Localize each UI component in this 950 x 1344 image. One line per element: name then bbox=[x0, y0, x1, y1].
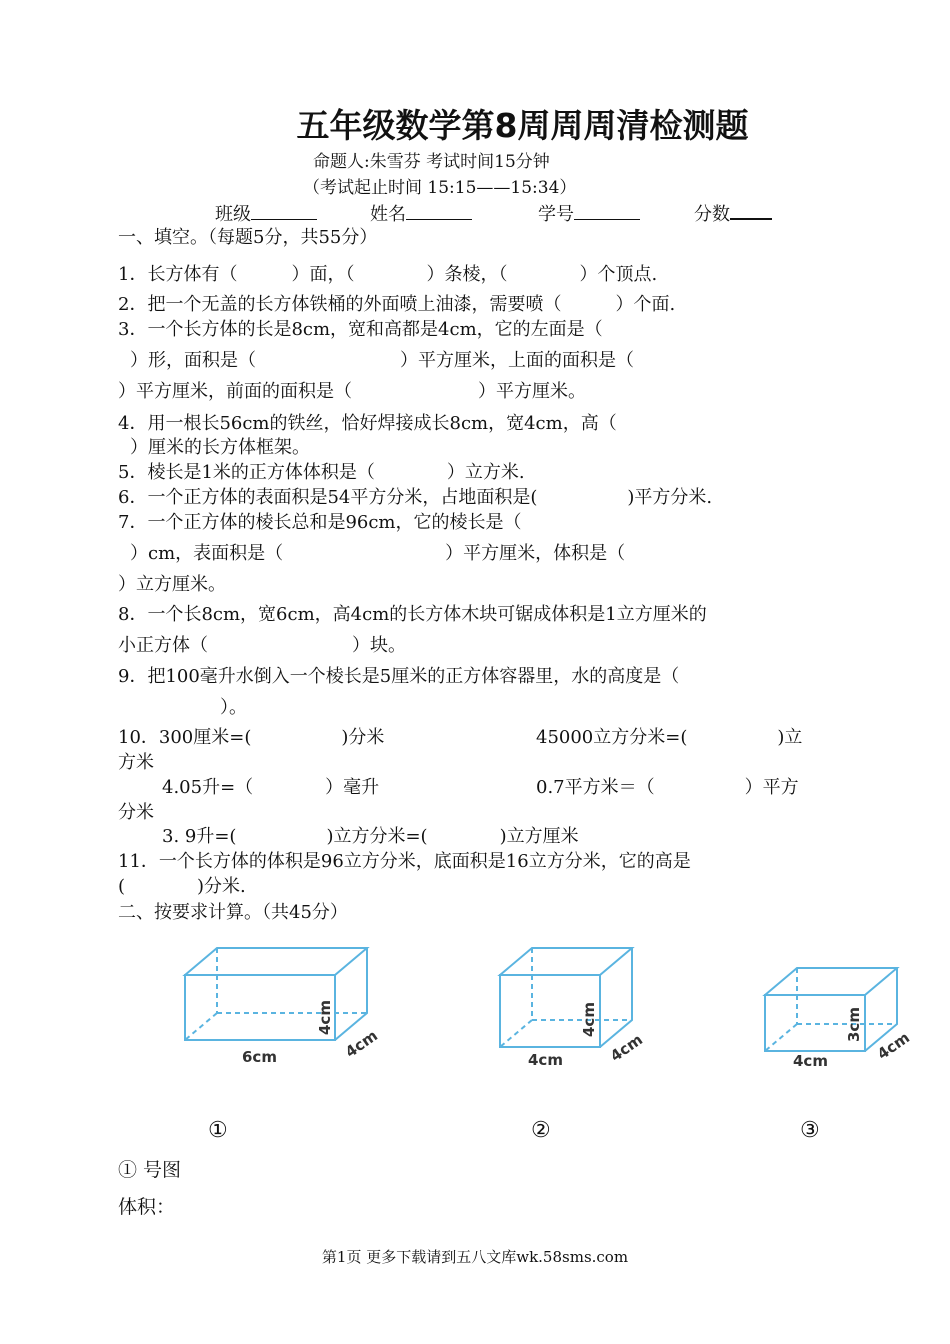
width-label: 4cm bbox=[341, 1026, 381, 1062]
q10-a: 10．300厘米=( )分米 bbox=[118, 727, 385, 748]
cuboid-figure-1 bbox=[180, 940, 390, 1075]
front-face bbox=[185, 975, 335, 1040]
length-label: 4cm bbox=[793, 1052, 828, 1070]
name-label: 姓名 bbox=[370, 204, 406, 225]
id-blank bbox=[574, 203, 640, 220]
figure-1-number: ① bbox=[208, 1118, 228, 1143]
info-name bbox=[370, 200, 472, 226]
q10-d-cont: 分米 bbox=[118, 802, 154, 823]
page-footer: 第1页 更多下载请到五八文库wk.58sms.com bbox=[321, 1248, 629, 1266]
q9-line1: 9．把100毫升水倒入一个棱长是5厘米的正方体容器里，水的高度是（ bbox=[118, 666, 680, 687]
cuboid-figure-3 bbox=[760, 960, 925, 1075]
answer-volume-label: 体积： bbox=[118, 1196, 176, 1218]
q4-line1: 4．用一根长56cm的铁丝，恰好焊接成长8cm，宽4cm，高（ bbox=[118, 413, 617, 434]
author-line: 命题人:朱雪芬 考试时间15分钟 bbox=[313, 152, 550, 172]
width-label: 4cm bbox=[606, 1030, 646, 1066]
q3-line1: 3．一个长方体的长是8cm，宽和高都是4cm，它的左面是（ bbox=[118, 319, 603, 340]
height-label: 3cm bbox=[845, 1007, 863, 1042]
q8-line2: 小正方体（ ）块。 bbox=[118, 635, 406, 656]
figure-2-number: ② bbox=[531, 1118, 551, 1143]
name-blank bbox=[406, 203, 472, 220]
section2-heading: 二、按要求计算。（共45分） bbox=[118, 902, 348, 923]
q7-line2: ）cm，表面积是（ ）平方厘米，体积是（ bbox=[130, 543, 626, 564]
time-range: （考试起止时间 15:15——15:34） bbox=[303, 178, 577, 198]
q5: 5．棱长是1米的正方体体积是（ ）立方米. bbox=[118, 462, 525, 483]
q7-line1: 7．一个正方体的棱长总和是96cm，它的棱长是（ bbox=[118, 512, 522, 533]
q4-line2: ）厘米的长方体框架。 bbox=[130, 437, 310, 458]
info-id bbox=[538, 200, 640, 226]
class-blank bbox=[251, 203, 317, 220]
q3-line3: ）平方厘米，前面的面积是（ ）平方厘米。 bbox=[118, 381, 586, 402]
hidden-edge bbox=[185, 1013, 217, 1040]
section1-heading: 一、填空。（每题5分，共55分） bbox=[118, 227, 378, 248]
cuboid-figure-2 bbox=[495, 940, 660, 1075]
width-label: 4cm bbox=[873, 1028, 913, 1064]
top-face bbox=[765, 968, 897, 995]
q8-line1: 8．一个长8cm，宽6cm，高4cm的长方体木块可锯成体积是1立方厘米的 bbox=[118, 604, 707, 625]
q7-line3: ）立方厘米。 bbox=[118, 574, 226, 595]
q11-line1: 11．一个长方体的体积是96立方分米，底面积是16立方分米，它的高是 bbox=[118, 851, 691, 872]
height-label: 4cm bbox=[580, 1002, 598, 1037]
top-face bbox=[185, 948, 367, 975]
id-label: 学号 bbox=[538, 204, 574, 225]
info-score bbox=[694, 200, 772, 226]
q10-b: 45000立方分米=( )立 bbox=[536, 727, 803, 748]
q10-d: 0.7平方米＝（ ）平方 bbox=[536, 777, 799, 798]
q3-line2: ）形，面积是（ ）平方厘米，上面的面积是（ bbox=[130, 350, 634, 371]
q6: 6．一个正方体的表面积是54平方分米，占地面积是( )平方分米. bbox=[118, 487, 713, 508]
q10-c: 4.05升=（ ）毫升 bbox=[162, 777, 380, 798]
q10-b-cont: 方米 bbox=[118, 752, 154, 773]
q11-line2: ( )分米. bbox=[118, 876, 246, 897]
class-label: 班级 bbox=[215, 204, 251, 225]
top-face bbox=[500, 948, 632, 975]
q10-e: 3. 9升=( )立方分米=( )立方厘米 bbox=[162, 826, 579, 847]
figure-3-number: ③ bbox=[800, 1118, 820, 1143]
q2: 2．把一个无盖的长方体铁桶的外面喷上油漆，需要喷（ ）个面. bbox=[118, 294, 676, 315]
q9-line2: ）。 bbox=[220, 697, 247, 718]
right-edges bbox=[600, 948, 632, 1047]
length-label: 4cm bbox=[528, 1051, 563, 1069]
score-label: 分数 bbox=[694, 204, 730, 225]
answer-figure-label: ① 号图 bbox=[118, 1159, 182, 1181]
page-title: 五年级数学第8周周周清检测题 bbox=[296, 106, 749, 145]
hidden-edge bbox=[500, 1020, 532, 1047]
q1: 1．长方体有（ ）面，（ ）条棱，（ ）个顶点. bbox=[118, 264, 658, 285]
hidden-edge bbox=[765, 1024, 797, 1051]
score-blank bbox=[730, 202, 772, 220]
length-label: 6cm bbox=[242, 1048, 277, 1066]
height-label: 4cm bbox=[316, 1000, 334, 1035]
